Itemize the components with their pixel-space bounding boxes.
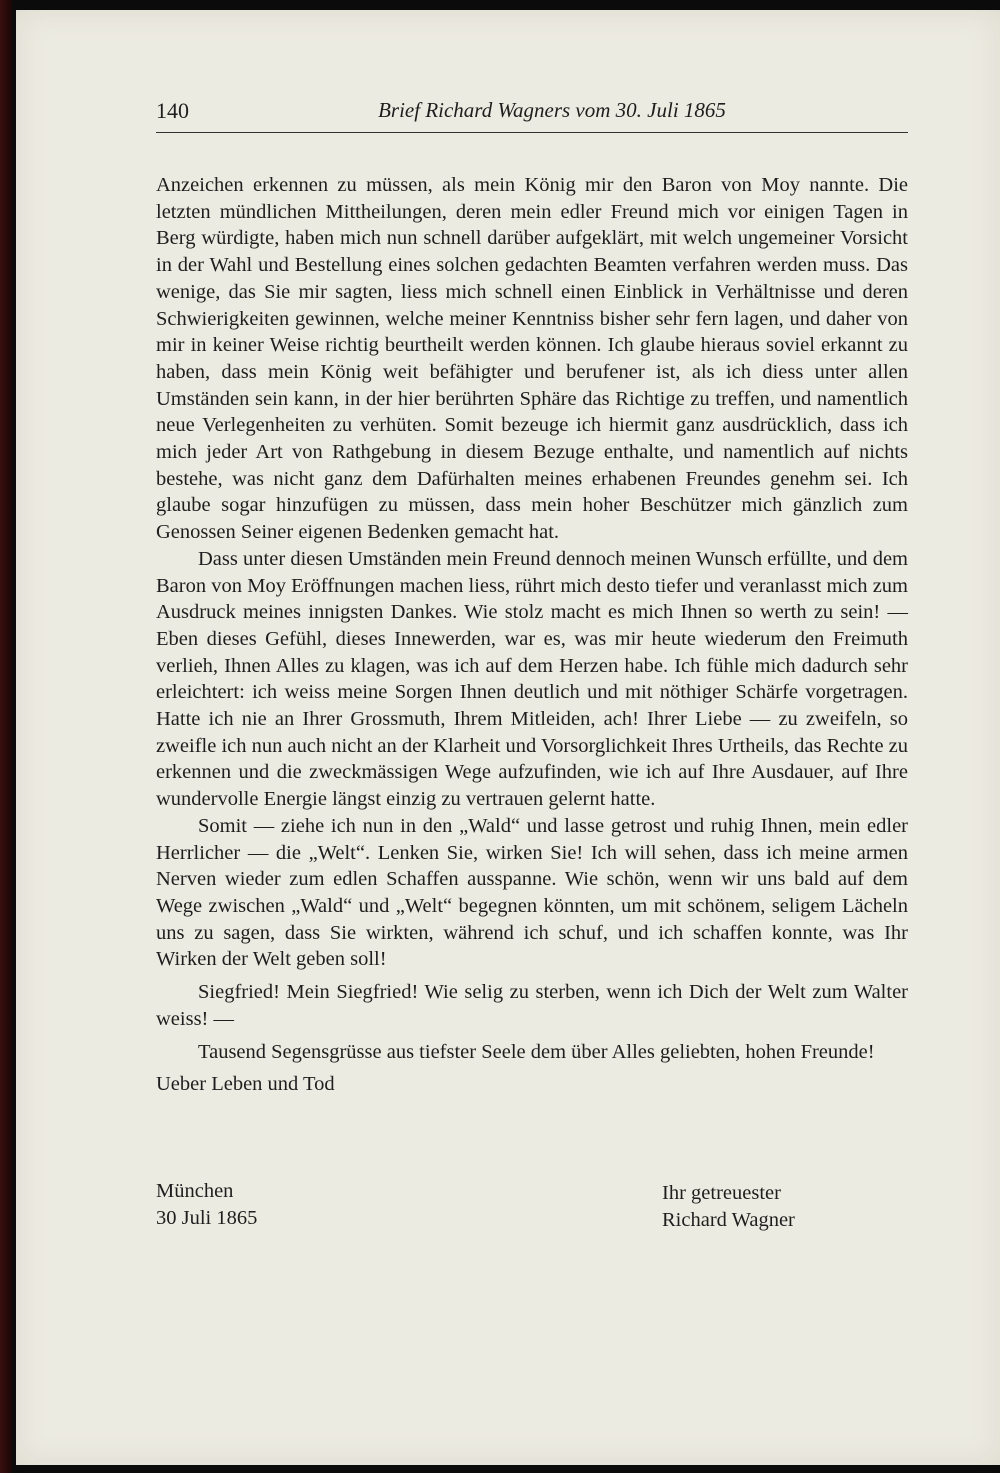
valediction: Ihr getreuester: [662, 1182, 781, 1204]
page-number: 140: [156, 98, 189, 123]
paragraph-1: Anzeichen erkennen zu müssen, als mein König mir den Baron von Moy nannte. Die letzten mündlichen Mittheilungen, deren mein edler Freund mich vor einigen Tagen in Berg würdigte, haben mich nun schnell darüber aufgeklärt, mit welch ungemeiner Vorsicht in der Wahl und Bestellung eines solchen gedachten Beamten verfahren werden muss. Das wenige, das Sie mir sagten, liess mich schnell einen Einblick in Verhältnisse und deren Schwierigkeiten gewinnen, welche meiner Kenntniss bisher sehr fern lagen, und daher von mir in keiner Weise richtig beurtheilt werden können. Ich glaube hieraus soviel erkannt zu haben, dass mein König weit befähigter und berufener ist, als ich diess unter allen Umständen sein kann, in der hier berührten Sphäre das Richtige zu treffen, und namentlich neue Verlegenheiten zu verhüten. Somit bezeuge ich hiermit ganz ausdrücklich, dass ich mich jeder Art von Rathgebung in diesem Bezuge enthalte, und namentlich auf nichts bestehe, was nicht ganz dem Dafürhalten meines erhabenen Freundes genehm sei. Ich glaube sogar hinzufügen zu müssen, dass mein hoher Beschützer mich gänzlich zum Genossen Seiner eigenen Bedenken gemacht hat.: [156, 174, 908, 544]
letter-closing: [156, 1178, 908, 1238]
page-header: [156, 96, 908, 133]
book-edge: [0, 0, 12, 1473]
letter-body: [156, 172, 908, 1098]
paragraph-3: Somit — ziehe ich nun in den „Wald“ und lasse getrost und ruhig Ihnen, mein edler Herrlicher — die „Welt“. Lenken Sie, wirken Sie! Ich will sehen, dass ich meine armen Nerven wieder zum edlen Schaffen ausspanne. Wie schön, wenn wir uns bald auf dem Wege zwischen „Wald“ und „Welt“ begegnen könnten, um mit schönem, seligem Lächeln uns zu sagen, dass Sie wirkten, während ich schuf, und ich schaffen konnte, was Ihr Wirken der Welt geben soll!: [156, 814, 908, 971]
paragraph-5: Tausend Segensgrüsse aus tiefster Seele dem über Alles geliebten, hohen Freunde!: [198, 1040, 875, 1063]
date: 30 Juli 1865: [156, 1206, 258, 1229]
paragraph-2: Dass unter diesen Umständen mein Freund dennoch meinen Wunsch erfüllte, und dem Baron von Moy Eröffnungen machen liess, rührt mich desto tiefer und veranlasst mich zum Ausdruck meines innigsten Dankes. Wie stolz macht es mich Ihnen so werth zu sein! — Eben dieses Gefühl, dieses Innewerden, war es, was mir heute wiederum den Freimuth verlieh, Ihnen Alles zu klagen, was ich auf dem Herzen habe. Ich fühle mich dadurch sehr erleichtert: ich weiss meine Sorgen Ihnen deutlich und mit nöthiger Schärfe vorgetragen. Hatte ich nie an Ihrer Grossmuth, Ihrem Mitleiden, ach! Ihrer Liebe — zu zweifeln, so zweifle ich nun auch nicht an der Klarheit und Vorsorglichkeit Ihres Urtheils, das Rechte zu erkennen und die zweckmässigen Wege aufzufinden, wie ich auf Ihre Ausdauer, auf Ihre wundervolle Energie längst einzig zu vertrauen gelernt hatte.: [156, 547, 909, 811]
place: München: [156, 1180, 234, 1202]
signature: Richard Wagner: [662, 1208, 795, 1231]
paragraph-4: Siegfried! Mein Siegfried! Wie selig zu sterben, wenn ich Dich der Welt zum Walter weiss! —: [156, 981, 908, 1030]
place-date: [156, 1178, 257, 1231]
running-title: Brief Richard Wagners vom 30. Juli 1865: [378, 98, 726, 122]
salutation: Ueber Leben und Tod: [156, 1073, 335, 1096]
signature-block: [662, 1180, 795, 1233]
